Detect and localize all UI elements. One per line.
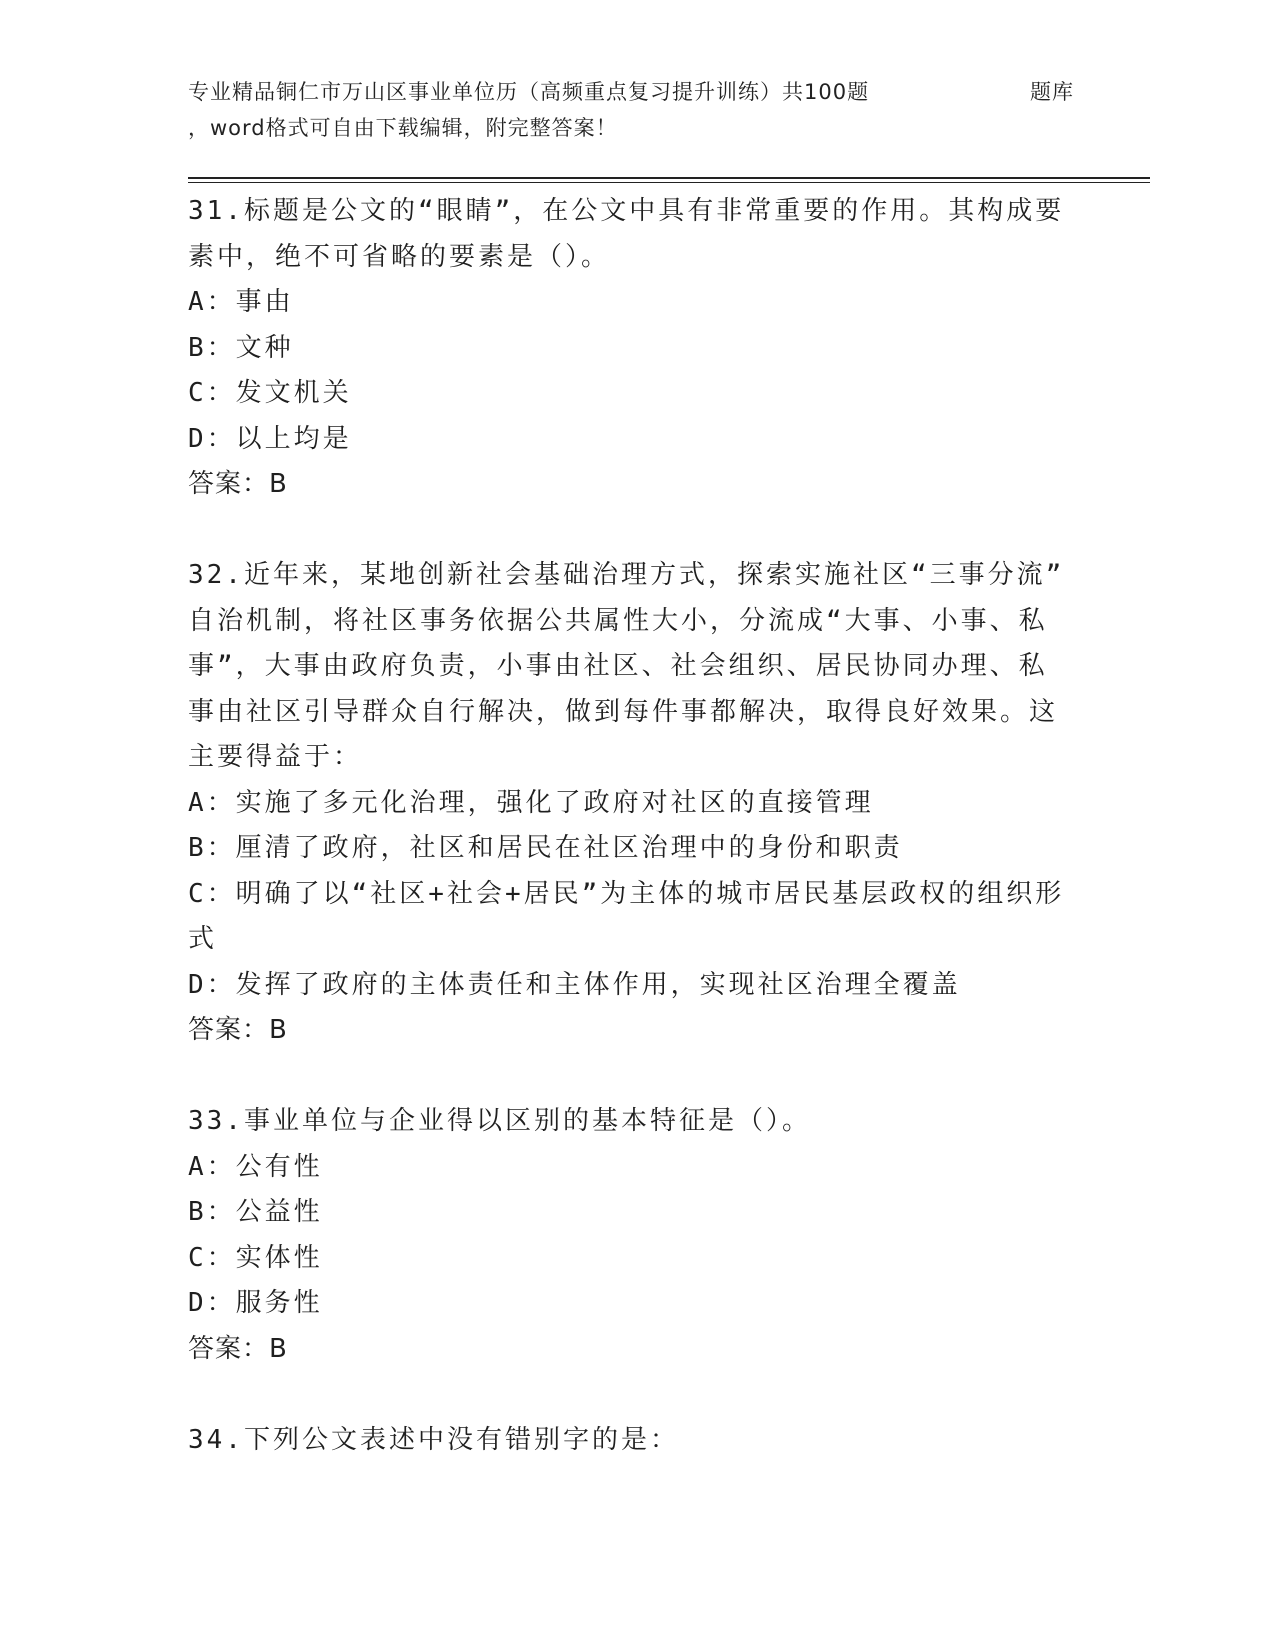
answer-line: 答案：B <box>188 1333 288 1364</box>
question-stem-line: 32.近年来，某地创新社会基础治理方式，探索实施社区“三事分流” <box>188 560 1065 590</box>
question-option: C：发文机关 <box>188 378 352 408</box>
question-block <box>188 1418 1078 1464</box>
question-option: D：以上均是 <box>188 423 352 454</box>
question-stem-line: 主要得益于： <box>188 742 363 772</box>
question-option: B：厘清了政府，社区和居民在社区治理中的身份和职责 <box>188 833 903 863</box>
question-option: D：发挥了政府的主体责任和主体作用，实现社区治理全覆盖 <box>188 969 961 1000</box>
question-stem-line: 34.下列公文表述中没有错别字的是： <box>188 1424 679 1455</box>
question-block <box>188 1099 1078 1372</box>
question-option: 式 <box>188 924 218 954</box>
document-title: 专业精品铜仁市万山区事业单位历（高频重点复习提升训练）共100题 <box>188 80 870 104</box>
document-subtitle: ，word格式可自由下载编辑，附完整答案！ <box>188 116 618 140</box>
answer-line: 答案：B <box>188 1015 288 1045</box>
header-divider-thin <box>188 182 1150 183</box>
question-option: A：事由 <box>188 287 294 317</box>
question-option: B：公益性 <box>188 1197 323 1227</box>
question-stem-line: 自治机制，将社区事务依据公共属性大小，分流成“大事、小事、私 <box>188 605 1048 636</box>
question-stem-line: 素中，绝不可省略的要素是（）。 <box>188 241 611 272</box>
question-option: B：文种 <box>188 332 294 363</box>
question-stem-line: 事由社区引导群众自行解决，做到每件事都解决，取得良好效果。这 <box>188 696 1059 727</box>
question-option: A：公有性 <box>188 1151 323 1182</box>
header-divider-thick <box>188 177 1150 179</box>
header-tag: 题库 <box>1030 80 1074 104</box>
question-option: C：实体性 <box>188 1242 323 1273</box>
question-list <box>188 189 1078 1509</box>
question-block <box>188 189 1078 508</box>
answer-line: 答案：B <box>188 469 288 499</box>
question-stem-line: 事”，大事由政府负责，小事由社区、社会组织、居民协同办理、私 <box>188 651 1048 681</box>
header-row <box>188 74 1088 110</box>
question-option: D：服务性 <box>188 1288 323 1318</box>
document-header <box>188 74 1088 146</box>
question-option: C：明确了以“社区+社会+居民”为主体的城市居民基层政权的组织形 <box>188 878 1065 909</box>
question-option: A：实施了多元化治理，强化了政府对社区的直接管理 <box>188 787 874 818</box>
question-stem-line: 31.标题是公文的“眼睛”，在公文中具有非常重要的作用。其构成要 <box>188 196 1065 226</box>
question-stem-line: 33.事业单位与企业得以区别的基本特征是（）。 <box>188 1106 811 1136</box>
question-block <box>188 553 1078 1054</box>
